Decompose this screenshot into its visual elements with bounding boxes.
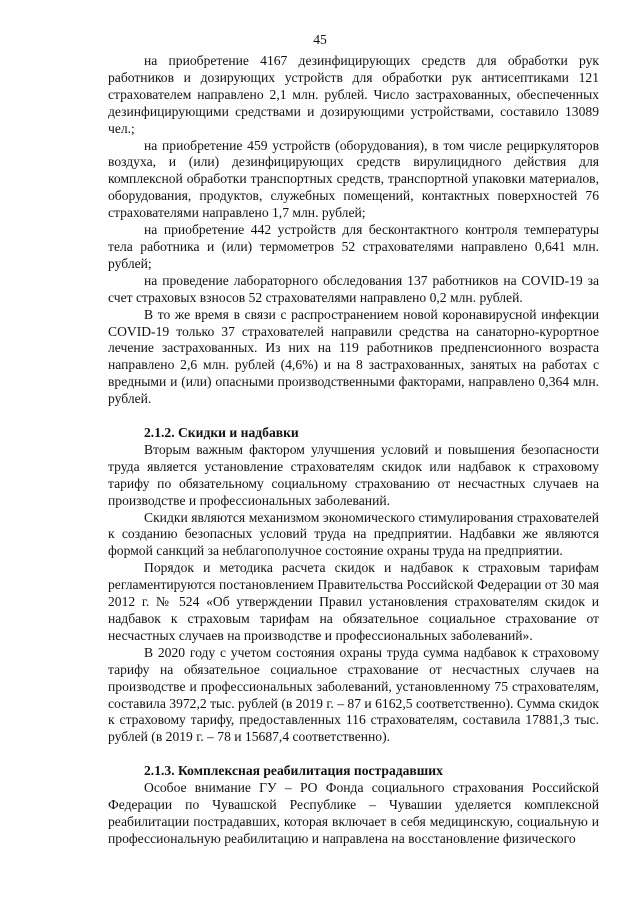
intro-paragraph-3: на приобретение 442 устройств для бесконтактного контроля температуры тела работника и (или) термометров 52 страхователями направлено 0,641 млн. рублей; — [108, 222, 599, 271]
intro-paragraph-2: на приобретение 459 устройств (оборудования), в том числе рециркуляторов воздуха, и (или) дезинфицирующих средств вирулицидного действия для комплексной обработки транспортных средств, транспортной упаковки материалов, оборудования, продуктов, служебных помещений, контактных поверхностей 76 страхователями направлено 1,7 млн. рублей; — [108, 137, 599, 221]
document-body — [108, 53, 599, 848]
section-212-paragraph-2: Скидки являются механизмом экономического стимулирования страхователей к созданию безопасных условий труда на предприятии. Надбавки же являются формой санкций за неблагополучное состояние охраны труда на предприятии. — [108, 509, 599, 559]
intro-paragraph-4: на проведение лабораторного обследования 137 работников на COVID-19 за счет страховых взносов 52 страхователями направлено 0,2 млн. рублей. — [108, 272, 599, 305]
section-213-paragraph-1: Особое внимание ГУ – РО Фонда социального страхования Российской Федерации по Чувашской Республике – Чувашии уделяется комплексной реабилитации пострадавших, которая включает в себя медицинскую, социальную и профессиональную реабилитацию и направлена на восстановление физического — [108, 780, 599, 846]
page-number: 45 — [313, 32, 327, 47]
section-212-paragraph-1: Вторым важным фактором улучшения условий и повышения безопасности труда является установление страхователям скидок или надбавок к страховому тарифу по обязательному социальному страхованию от несчастных случаев на производстве и профессиональных заболеваний. — [108, 441, 599, 508]
section-212-paragraph-4: В 2020 году с учетом состояния охраны труда сумма надбавок к страховому тарифу на обязательное социальное страхование от несчастных случаев на производстве и профессиональных заболеваний, установленному 75 страхователям, составила 3972,2 тыс. рублей (в 2019 г. – 87 и 6162,5 соответственно). Сумма скидок к страховому тарифу, предоставленных 116 страхователям, составила 17881,3 тыс. рублей (в 2019 г. – 78 и 15687,4 соответственно). — [108, 644, 599, 745]
section-heading-213: 2.1.3. Комплексная реабилитация пострадавших — [144, 763, 443, 779]
intro-paragraph-5: В то же время в связи с распространением новой коронавирусной инфекции COVID-19 только 37 страхователей направили средства на санаторно-курортное лечение застрахованных. Из них на 119 работников предпенсионного возраста направлено 2,6 млн. рублей (4,6%) и на 8 застрахованных, занятых на работах с вредными и (или) опасными производственными факторами, направлено 0,364 млн. рублей. — [108, 306, 599, 407]
intro-paragraph-1: на приобретение 4167 дезинфицирующих средств для обработки рук работников и дозирующих устройств для обработки рук антисептиками 121 страхователем направлено 2,1 млн. рублей. Число застрахованных, обеспеченных дезинфицирующими средствами и дозирующими устройствами, составило 13089 чел.; — [108, 53, 599, 136]
section-212-paragraph-3: Порядок и методика расчета скидок и надбавок к страховым тарифам регламентируются постановлением Правительства Российской Федерации от 30 мая 2012 г. № 524 «Об утверждении Правил установления страхователям скидок и надбавок к страховым тарифам на обязательное социальное страхование от несчастных случаев на производстве и профессиональных заболеваний». — [108, 560, 599, 643]
section-heading-212: 2.1.2. Скидки и надбавки — [144, 425, 299, 441]
